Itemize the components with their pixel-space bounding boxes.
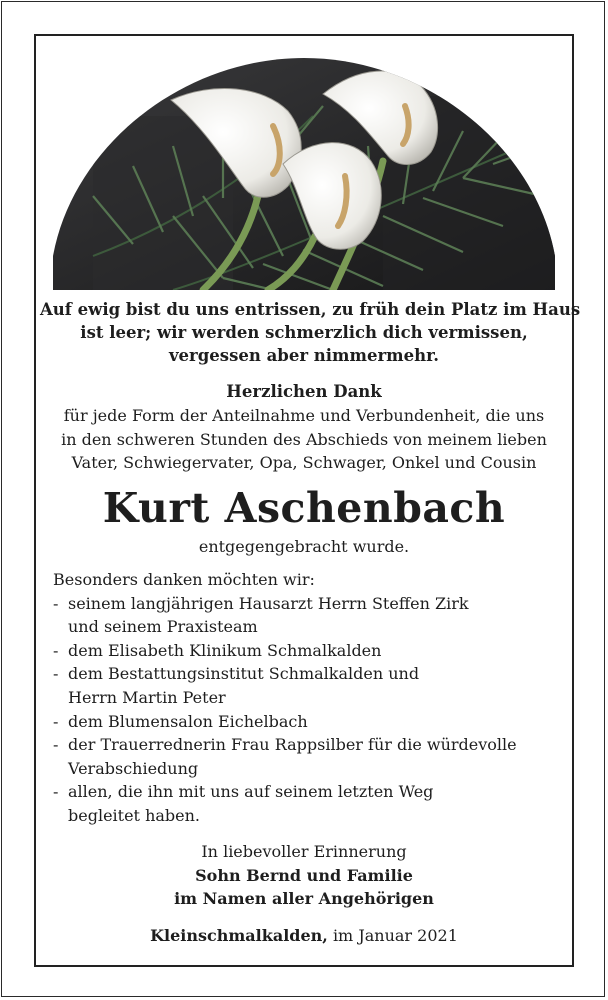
list-item — [53, 662, 563, 709]
list-item-text: der Trauerrednerin Frau Rappsilber für die würdevolle Verabschiedung — [68, 735, 517, 778]
thanks-text — [40, 404, 568, 475]
list-item-text: seinem langjährigen Hausarzt Herrn Steffen Zirk und seinem Praxisteam — [68, 593, 469, 637]
verse-line: ist leer; wir werden schmerzlich dich vermissen, — [80, 323, 528, 342]
special-thanks-intro: Besonders danken möchten wir: — [53, 570, 315, 589]
list-dash: - — [53, 782, 59, 802]
list-item — [53, 733, 563, 780]
verse-line: vergessen aber nimmermehr. — [168, 346, 440, 365]
list-item — [53, 639, 563, 663]
verse-line: Auf ewig bist du uns entrissen, zu früh dein Platz im Haus — [40, 300, 581, 319]
special-thanks-list — [53, 568, 563, 828]
thanks-line: für jede Form der Anteilnahme und Verbundenheit, die uns — [63, 406, 545, 425]
thanks-heading: Herzlichen Dank — [226, 382, 382, 401]
deceased-name: Kurt Aschenbach — [102, 484, 506, 532]
thanks-line: Vater, Schwiegervater, Opa, Schwager, Onkel und Cousin — [71, 453, 537, 472]
place: Kleinschmalkalden, — [150, 926, 328, 945]
list-dash: - — [53, 711, 59, 731]
list-item-text: dem Bestattungsinstitut Schmalkalden und Herrn Martin Peter — [68, 664, 420, 707]
verse — [40, 298, 581, 367]
list-dash: - — [53, 593, 59, 613]
list-dash: - — [53, 735, 59, 755]
list-item — [53, 780, 563, 827]
thanks-line: in den schweren Stunden des Abschieds von meinem lieben — [61, 429, 547, 449]
list-dash: - — [53, 640, 59, 660]
after-name-text: entgegengebracht wurde. — [198, 537, 410, 556]
list-item — [53, 710, 563, 734]
list-item — [53, 592, 563, 639]
list-item-text: dem Blumensalon Eichelbach — [68, 711, 308, 731]
list-dash: - — [53, 664, 59, 684]
date: im Januar 2021 — [332, 926, 458, 945]
closing — [40, 840, 568, 911]
calla-lilies-photo — [53, 56, 555, 290]
place-date — [40, 925, 568, 947]
mourners-on-behalf: im Namen aller Angehörigen — [174, 889, 434, 908]
mourners: Sohn Bernd und Familie — [195, 865, 413, 885]
closing-line: In liebevoller Erinnerung — [201, 842, 407, 861]
list-item-text: allen, die ihn mit uns auf seinem letzten Weg begleitet haben. — [68, 782, 434, 825]
list-item-text: dem Elisabeth Klinikum Schmalkalden — [68, 640, 382, 660]
